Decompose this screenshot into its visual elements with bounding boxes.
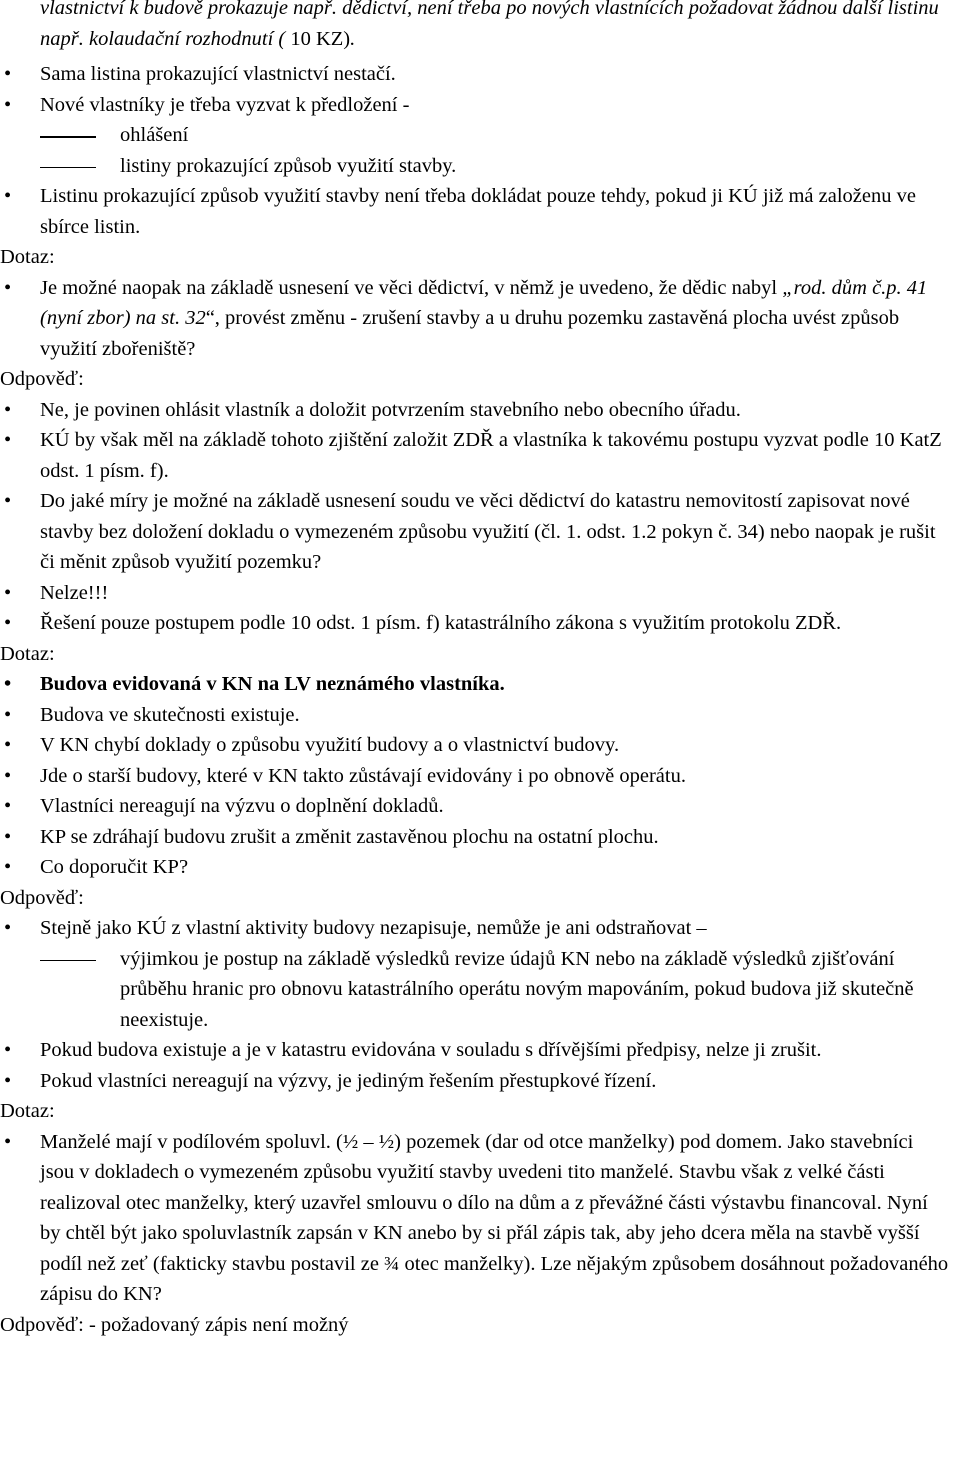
bullet-item: • Nelze!!! bbox=[0, 578, 960, 609]
bullet-item: • Řešení pouze postupem podle 10 odst. 1 písm. f) katastrálního zákona s využitím protokolu ZDŘ. bbox=[0, 608, 960, 639]
dash-item: listiny prokazující způsob využití stavby. bbox=[0, 151, 960, 182]
bullet-item: • Listinu prokazující způsob využití stavby není třeba dokládat pouze tehdy, pokud ji KÚ již má založenu ve sbírce listin. bbox=[0, 181, 960, 242]
bullet-item: • Manželé mají v podílovém spoluvl. (½ – ½) pozemek (dar od otce manželky) pod domem. Jako stavebníci jsou v dokladech o vymezeném způsobu využití stavby uvedeni tito manželé. Stavbu však z velké části realizoval otec manželky, který uzavřel smlouvu o dílo na dům a z převážné části výstavbu financoval. Nyní by chtěl být jako spoluvlastník zapsán v KN anebo by si přál zápis tak, aby jeho dcera měla na stavbě vyšší podíl než zeť (fakticky stavbu postavil ze ¾ otec manželky). Lze nějakým způsobem dosáhnout požadovaného zápisu do KN? bbox=[0, 1127, 960, 1310]
bullet-item: • Jde o starší budovy, které v KN takto zůstávají evidovány i po obnově operátu. bbox=[0, 761, 960, 792]
bullet-item: • Budova ve skutečnosti existuje. bbox=[0, 700, 960, 731]
question-label: Dotaz: bbox=[0, 246, 55, 268]
answer-label: Odpověď: bbox=[0, 886, 84, 909]
bullet-item: • Pokud vlastníci nereagují na výzvy, je jediným řešením přestupkové řízení. bbox=[0, 1066, 960, 1097]
answer-label: Odpověď: bbox=[0, 368, 84, 390]
paragraph-continuation bbox=[0, 0, 960, 54]
bullet-item: • Nové vlastníky je třeba vyzvat k předložení - bbox=[0, 90, 960, 121]
bullet-item: • Pokud budova existuje a je v katastru evidována v souladu s dřívějšími předpisy, nelze ji zrušit. bbox=[0, 1035, 960, 1066]
question-label: Dotaz: bbox=[0, 1100, 55, 1122]
bullet-item: • Sama listina prokazující vlastnictví nestačí. bbox=[0, 59, 960, 90]
text-normal: Je možné naopak na základě usnesení ve věci dědictví, v němž je uvedeno, že dědic nabyl bbox=[40, 276, 783, 299]
text-italic-end: . bbox=[350, 27, 356, 50]
bullet-item: • V KN chybí doklady o způsobu využití budovy a o vlastnictví budovy. bbox=[0, 730, 960, 761]
answer-label: Odpověď: - požadovaný zápis není možný bbox=[0, 1313, 349, 1336]
bullet-item: • Co doporučit KP? bbox=[0, 852, 960, 883]
text-normal: “, provést změnu - zrušení stavby a u druhu pozemku zastavěná plocha uvést způsob využití zbořeniště? bbox=[40, 307, 900, 360]
bullet-item: • Stejně jako KÚ z vlastní aktivity budovy nezapisuje, nemůže je ani odstraňovat – bbox=[0, 913, 960, 944]
text-italic: vlastnictví k budově prokazuje např. dědictví, není třeba po nových vlastnících požadovat žádnou další listinu např. kolaudační rozhodnutí ( bbox=[40, 0, 939, 50]
bullet-item: • KÚ by však měl na základě tohoto zjištění založit ZDŘ a vlastníka k takovému postupu vyzvat podle 10 KatZ odst. 1 písm. f). bbox=[0, 425, 960, 486]
bullet-item: • Do jaké míry je možné na základě usnesení soudu ve věci dědictví do katastru nemovitostí zapisovat nové stavby bez doložení dokladu o vymezeném způsobu využití (čl. 1. odst. 1.2 pokyn č. 34) nebo naopak je rušit či měnit způsob využití pozemku? bbox=[0, 486, 960, 578]
dash-item: ohlášení bbox=[0, 120, 960, 151]
question-label: Dotaz: bbox=[0, 642, 55, 665]
bullet-item: • KP se zdráhají budovu zrušit a změnit zastavěnou plochu na ostatní plochu. bbox=[0, 822, 960, 853]
bullet-item: • Ne, je povinen ohlásit vlastník a doložit potvrzením stavebního nebo obecního úřadu. bbox=[0, 395, 960, 426]
text-italic: „rod. dům č.p. 41 (nyní zbor) na st. 32 bbox=[40, 276, 928, 329]
bullet-item bbox=[0, 273, 960, 365]
bullet-item-bold: • Budova evidovaná v KN na LV neznámého vlastníka. bbox=[0, 669, 960, 700]
dash-item: výjimkou je postup na základě výsledků revize údajů KN nebo na základě výsledků zjišťování průběhu hranic pro obnovu katastrálního operátu novým mapováním, pokud budova již skutečně neexistuje. bbox=[0, 944, 960, 1036]
bullet-item: • Vlastníci nereagují na výzvu o doplnění dokladů. bbox=[0, 791, 960, 822]
text-normal: 10 KZ) bbox=[285, 27, 351, 50]
